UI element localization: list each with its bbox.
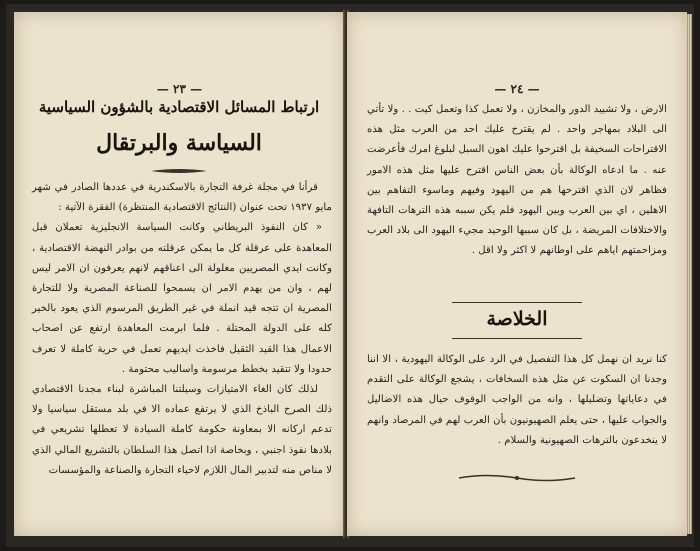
page-edges (686, 14, 692, 534)
left-paragraph-1: قرأنا في مجلة غرفة التجارة بالاسكندرية في عددها الصادر في شهر مايو ١٩٣٧ تحت عنوان (النتائج الاقتصادية المنتظرة) الفقرة الآتية : (32, 182, 332, 214)
summary-bottom-rule (452, 338, 582, 339)
end-ornament (457, 472, 577, 484)
article-subtitle: السياسة والبرتقال (96, 130, 262, 156)
left-paragraph-3: لذلك كان الغاء الامتيازات وسيلتنا المباشرة لبناء مجدنا الاقتصادي ذلك الصرح الباذخ الذي لا يرتفع عماده الا في بلد مستقل سياسيا ولا تدعم اركانه الا بمعاونة حكومة كاملة السيادة لا تعطلها تشريعي في بلادها نفوذ اجنبي ، وبخاصة اذا اتصل هذا السلطان بالتشريع المالي الذي لا مناص منه لتدبير المال اللازم لاحياء التجارة والصناعة والمؤسسات (32, 384, 332, 476)
right-page (347, 12, 687, 536)
left-body-text (32, 178, 332, 481)
right-paragraph-1: الارض ، ولا تشييد الدور والمخازن ، ولا تعمل كذا وتعمل كيت . . ولا تأتي الى البلاد بمهاجر واحد . لم يقترح عليك احد من العرب مثل هذه الاقتراحات السخيفة بل اقترحوا عليك اهون السبل لبلوغ امرك فأعرضت عنه . ما ادعاه الوكالة بأن بعض الناس اقترح عليها مثل هذه الامور فظاهر لان الذي اقترحها هم من اليهود وفيهم وماسوء التفاهم بين الاهلين ، اي بين العرب وبين اليهود فلم يكن سببه هذه الترهات التافهة والاختلافات المريضة ، بل كان سببها الوحيد مجيء اليهود الى بلاد العرب ومزاحمتهم اياهم على اوطانهم لا اكثر ولا اقل . (367, 104, 667, 257)
article-title: ارتباط المسائل الاقتصادية بالشؤون السياسية (38, 98, 320, 116)
summary-top-rule (452, 302, 582, 303)
left-paragraph-2: « كان النفوذ البريطاني وكانت السياسة الانجليزية تعملان قبل المعاهدة على عرقلة كل ما يمكن عرقلته من بوادر النهضة الاقتصادية ، وكانت ايدي المصريين مغلولة الى اعناقهم لانهم يعرفون ان الامر ليس لهم ، وان من يهدم الامر ان يسمحوا للصناعة المصرية ولا للتجارة المصرية ان تتجه قيد انملة في غير الطريق المرسوم الذي يعود بالخير كله على الدولة المحتلة . فلما ابرمت المعاهدة ارتفع عن اصحاب الاعمال هذا القيد الثقيل فاخذت ايديهم تعمل في حرية كاملة لا تعرف حدودا ولا تتقيد بخطط مرسومة واساليب محتومة . (32, 222, 332, 375)
subtitle-ornament (149, 167, 209, 175)
right-page-number: — ٢٤ — (494, 82, 540, 96)
summary-title: الخلاصة (486, 308, 548, 330)
left-page-number: — ٢٣ — (156, 82, 203, 96)
left-page (14, 12, 345, 536)
right-paragraph-2: كنا نريد ان نهمل كل هذا التفصيل في الرد على الوكالة اليهودية ، الا اننا وجدنا ان السكوت عن مثل هذه السخافات ، يشجع الوكالة على التقدم في دعاياتها وتضليلها ، وانه من الواجب الوقوف حيال هذه الاضاليل والجواب عليها ، حتى يعلم الصهيونيون بأن العرب لهم في المرصاد وانهم لا ينخدعون بالترهات الصهيونية والسلام . (367, 354, 667, 446)
